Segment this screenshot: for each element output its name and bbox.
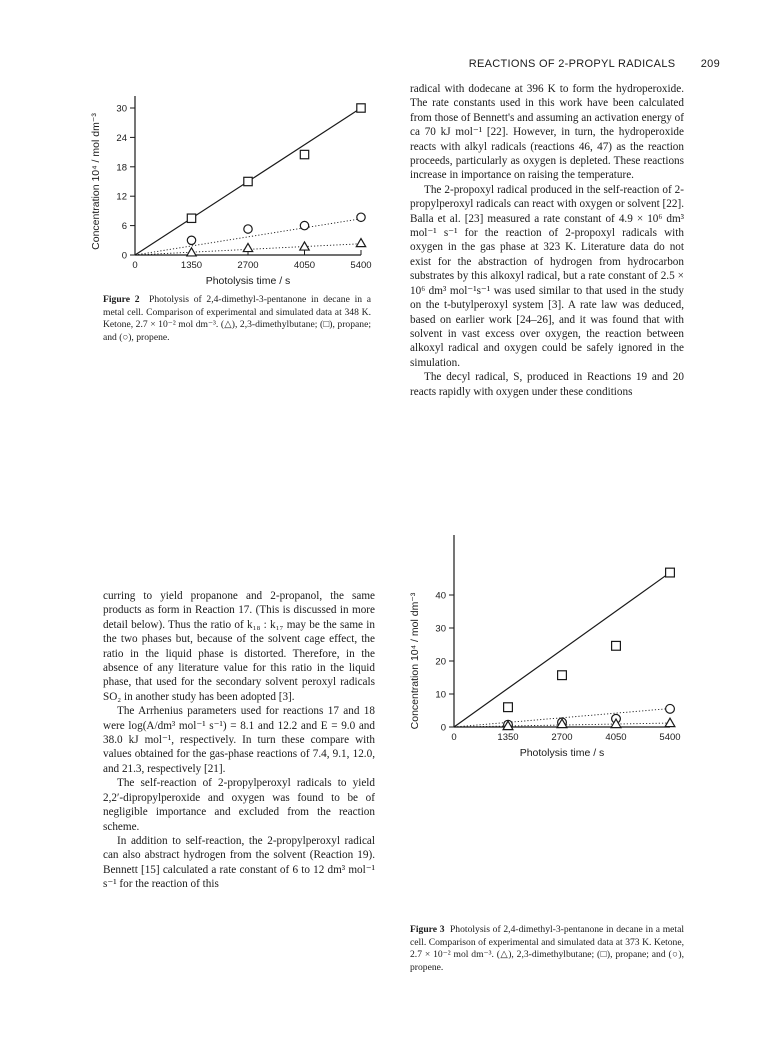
x-tick-label: 1350: [180, 260, 203, 271]
y-tick-label: 20: [435, 656, 446, 668]
paragraph: In addition to self-reaction, the 2-propylperoxyl radical can also abstract hydrogen from the solvent (Reaction 19). Bennett [15] calculated a rate constant of 6 to 12 dm³ mol⁻¹ s⁻¹ for the reaction of this: [103, 834, 375, 891]
y-tick-label: 0: [440, 722, 446, 734]
y-tick-label: 30: [116, 103, 127, 115]
x-tick-label: 4050: [605, 732, 627, 743]
y-tick-label: 6: [121, 221, 127, 233]
paragraph: curring to yield propanone and 2-propanol, the same products as form in Reaction 17. (This is discussed in more detail below). Thus the ratio of k₁₈ : k₁₇ may be the same in the two phases but, because of the solvent cage effect, the ratio in the liquid phase is distorted. Therefore, in the absence of any literature value for this ratio in the liquid phase, that used for the secondary solvent peroxyl radicals SO₂ in another study has been adopted [3].: [103, 590, 375, 703]
x-tick-label: 1350: [497, 732, 519, 743]
y-tick-label: 24: [116, 132, 127, 144]
data-point-square: [612, 641, 621, 650]
data-point-circle: [300, 221, 308, 229]
figure-3-caption-text: Photolysis of 2,4-dimethyl-3-pentanone in decane in a metal cell. Comparison of experimental and simulated data at 373 K. Ketone, 2.7 × 10⁻² mol dm⁻³. (△), 2,3-dimethylbutane; (□), propane; and (○), propene.: [410, 924, 685, 973]
x-axis-label: Photolysis time / s: [519, 747, 605, 759]
paragraph: The 2-propoxyl radical produced in the self-reaction of 2-propylperoxyl radicals can react with oxygen or solvent [22]. Balla et al. [23] measured a rate constant of 4.9 × 10⁶ dm³ mol⁻¹ s⁻¹ for the reaction of 2-propoxyl radicals with oxygen in the gas phase at 323 K. Literature data do not exist for the abstraction of hydrogen from hydrocarbon substrates by this alkoxyl radical, but a rate constant of 2.5 × 10⁶ dm³ mol⁻¹s⁻¹ was used similar to that used in the study on the t-butylperoxyl system [3]. A rate law was deduced, based on earlier work [24–26], and it was found that with solvent in vast excess over oxygen, the reaction between alkoxyl radical and oxygen could be safely ignored in the simulation.: [410, 183, 684, 369]
y-tick-label: 0: [121, 250, 127, 262]
y-tick-label: 12: [116, 191, 127, 203]
data-point-square: [666, 568, 675, 577]
left-column-bottom-text: [103, 589, 375, 892]
series-square-line: [454, 573, 670, 727]
y-tick-label: 10: [435, 689, 446, 701]
x-tick-label: 2700: [237, 260, 259, 271]
y-tick-label: 40: [435, 590, 446, 602]
y-axis-label: Concentration 10⁴ / mol dm⁻³: [90, 113, 102, 250]
data-point-circle: [244, 225, 252, 233]
x-tick-label: 2700: [551, 732, 573, 743]
x-axis-label: Photolysis time / s: [205, 275, 291, 287]
page-number: 209: [700, 58, 720, 70]
data-point-square: [558, 671, 567, 680]
data-point-triangle: [356, 239, 365, 247]
running-title: REACTIONS OF 2-PROPYL RADICALS: [468, 58, 676, 70]
x-tick-label: 5400: [350, 260, 372, 271]
paragraph: radical with dodecane at 396 K to form the hydroperoxide. The rate constants used in this work have been calculated from those of Bennett's and assuming an activation energy of ca 70 kJ mol⁻¹ [22]. However, in turn, the hydroperoxide reacts with alkyl radicals (reactions 46, 47) as the reaction proceeds, particularly as oxygen is depleted. These reactions increase in importance on raising the temperature.: [410, 83, 684, 182]
y-tick-label: 30: [435, 623, 446, 635]
x-tick-label: 0: [451, 732, 457, 743]
data-point-square: [504, 703, 513, 712]
data-point-triangle: [243, 243, 252, 251]
figure-2-chart: [40, 88, 380, 298]
figure-2-label: Figure 2: [103, 294, 140, 305]
figure-2-caption: [103, 294, 371, 344]
paragraph: The self-reaction of 2-propylperoxyl radicals to yield 2,2′-dipropylperoxide and oxygen was found to be of negligible importance and excluded from the reaction scheme.: [103, 777, 375, 833]
data-point-circle: [666, 704, 675, 713]
paragraph: The decyl radical, S, produced in Reactions 19 and 20 reacts rapidly with oxygen under these conditions: [410, 371, 684, 398]
data-point-circle: [357, 213, 365, 221]
x-tick-label: 5400: [659, 732, 681, 743]
right-column-top-text: [410, 82, 684, 399]
paragraph: The Arrhenius parameters used for reactions 17 and 18 were log(A/dm³ mol⁻¹ s⁻¹) = 8.1 and 12.2 and E = 9.0 and 38.0 kJ mol⁻¹, respectively. In turn these compare with values obtained for the gas-phase reactions of 7.4, 9.1, 12.0, and 21.3, respectively [21].: [103, 705, 375, 775]
data-point-square: [300, 150, 308, 158]
figure-2-caption-text: Photolysis of 2,4-dimethyl-3-pentanone in decane in a metal cell. Comparison of experimental and simulated data at 348 K. Ketone, 2.7 × 10⁻² mol dm⁻³. (△), 2,3-dimethylbutane; (□), propane; and (○), propene.: [103, 294, 372, 343]
running-header: [380, 58, 720, 70]
data-point-square: [187, 214, 195, 222]
x-tick-label: 4050: [293, 260, 316, 271]
data-point-triangle: [187, 248, 196, 256]
figure-3-caption: [410, 924, 684, 974]
figure-3-label: Figure 3: [410, 924, 445, 935]
data-point-square: [244, 177, 252, 185]
data-point-circle: [187, 236, 195, 244]
y-axis-label: Concentration 10⁴ / mol dm⁻³: [409, 592, 421, 730]
y-tick-label: 18: [116, 162, 127, 174]
figure-3-chart: [400, 540, 700, 800]
data-point-square: [357, 104, 365, 112]
x-tick-label: 0: [132, 260, 138, 271]
data-point-triangle: [665, 718, 675, 727]
